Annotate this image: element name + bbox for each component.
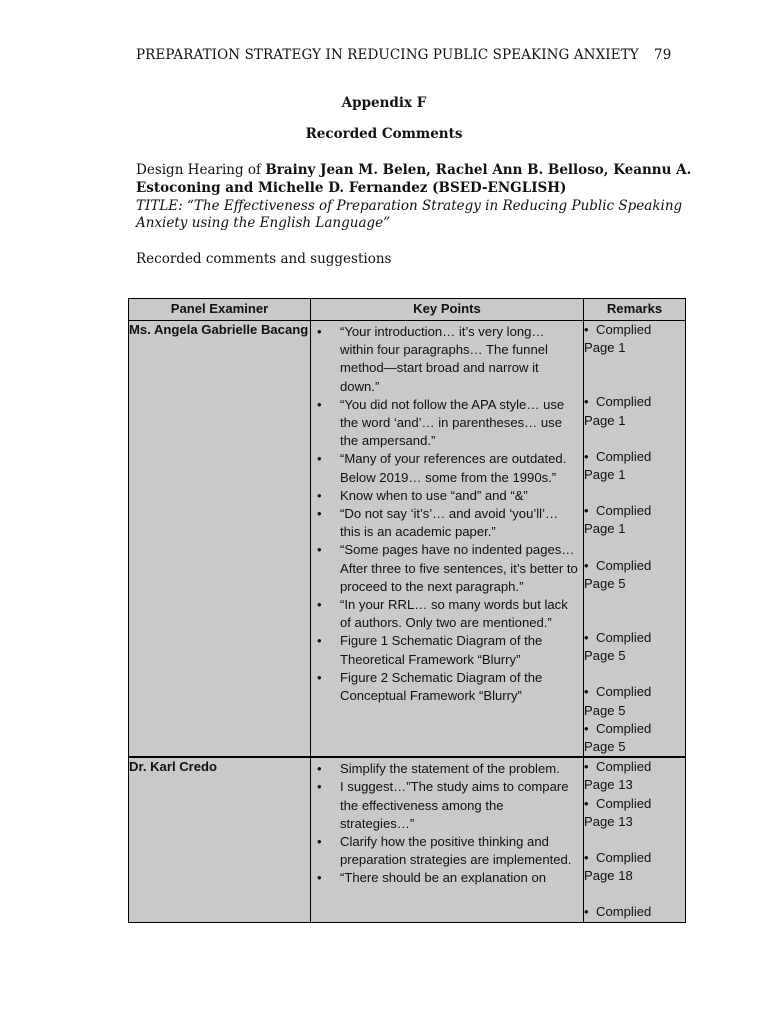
design-hearing-prefix: Design Hearing of [136,162,266,178]
section-title: Recorded Comments [305,126,463,142]
comments-heading: Recorded comments and suggestions [136,251,392,267]
remark-item: • Complied Page 18 [584,850,652,884]
key-point-item: • Figure 1 Schematic Diagram of the Theoretical Framework “Blurry” [311,632,579,668]
key-points-list [311,758,583,887]
key-points-cell [311,321,584,758]
remark-item: • Complied Page 1 [584,394,652,428]
remark-status: Complied [596,684,652,700]
remark-item: • Complied Page 1 [584,503,652,537]
remark-status: Complied [596,795,652,811]
remark-item: • Complied Page 5 [584,557,652,591]
remark-status: Complied [596,904,652,920]
remark-page: Page 1 [584,467,626,483]
remarks-cell [584,321,686,758]
table-row [129,757,686,922]
key-point-item: • I suggest…”The study aims to compare the effectiveness among the strategies…” [311,778,579,833]
key-points-cell [311,757,584,922]
remark-status: Complied [596,503,652,519]
page-number: 79 [654,47,672,63]
remark-status: Complied [596,322,652,337]
remark-status: Complied [596,394,652,410]
remark-item: • Complied Page 13 [584,795,652,829]
remark-page: Page 1 [584,521,626,537]
column-header-remarks: Remarks [584,299,686,321]
remark-status: Complied [596,630,652,646]
table-header-row [129,299,686,321]
key-point-item: • Simplify the statement of the problem. [311,760,579,778]
key-point-item: • Figure 2 Schematic Diagram of the Conceptual Framework “Blurry” [311,669,579,705]
remark-status: Complied [596,759,652,775]
remark-page: Page 1 [584,412,626,428]
table-row [129,321,686,758]
remark-item: • Complied Page 13 [584,759,652,793]
remark-item: • Complied [584,904,652,920]
column-header-panel-examiner: Panel Examiner [129,299,311,321]
remark-item: • Complied Page 1 [584,322,652,356]
comments-table [128,298,686,923]
key-point-item: • “Do not say ‘it’s’… and avoid ‘you’ll’… this is an academic paper.” [311,505,579,541]
key-point-item: • Clarify how the positive thinking and preparation strategies are implemented. [311,833,579,869]
key-point-item: • “Your introduction… it’s very long… within four paragraphs… The funnel method—start broad and narrow it down.” [311,323,579,396]
running-head-title: PREPARATION STRATEGY IN REDUCING PUBLIC SPEAKING ANXIETY [136,47,639,63]
remark-page: Page 13 [584,777,633,793]
remark-item: • Complied Page 5 [584,684,652,718]
key-point-item: • Know when to use “and” and “&” [311,487,579,505]
key-point-item: • “Many of your references are outdated. Below 2019… some from the 1990s.” [311,450,579,486]
remark-status: Complied [596,557,652,573]
panel-examiner-cell: Ms. Angela Gabrielle Bacang [129,321,311,758]
remark-item: • Complied Page 1 [584,448,652,483]
panel-examiner-cell: Dr. Karl Credo [129,757,311,922]
appendix-label: Appendix F [341,95,427,111]
remark-page: Page 5 [584,648,626,664]
remark-status: Complied [596,448,652,464]
remark-status: Complied [596,720,652,736]
remark-item: • Complied Page 5 [584,630,652,664]
design-hearing-line [136,161,696,197]
key-point-item: • “You did not follow the APA style… use the word ‘and’… in parentheses… use the ampersand.” [311,396,579,451]
remark-page: Page 13 [584,813,633,829]
key-point-item: • “Some pages have no indented pages… After three to five sentences, it’s better to proceed to the next paragraph.” [311,541,579,596]
researcher-names: Brainy Jean M. Belen, Rachel Ann B. Belloso, Keannu A. Estoconing and Michelle D. Fernandez (BSED-ENGLISH) [136,162,692,196]
key-points-list [311,321,583,705]
study-title: TITLE: “The Effectiveness of Preparation Strategy in Reducing Public Speaking Anxiety using the English Language” [136,198,683,231]
key-point-item: • “In your RRL… so many words but lack of authors. Only two are mentioned.” [311,596,579,632]
remark-page: Page 5 [584,575,626,591]
remark-item: • Complied Page 5 [584,720,652,755]
remark-status: Complied [596,850,652,866]
key-point-item: • “There should be an explanation on [311,869,579,887]
column-header-key-points: Key Points [311,299,584,321]
remark-page: Page 5 [584,739,626,755]
remark-page: Page 5 [584,702,626,718]
remarks-cell [584,757,686,922]
remark-page: Page 18 [584,868,633,884]
remark-page: Page 1 [584,340,626,356]
